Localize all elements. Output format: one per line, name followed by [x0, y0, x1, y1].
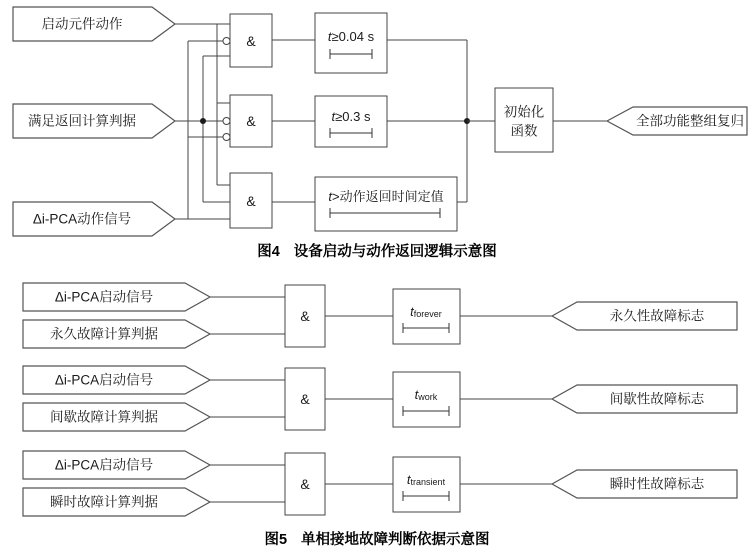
fig5-g1-and-symbol: & [300, 308, 310, 324]
figure5-diagram [23, 283, 737, 548]
invert-bubble-gate1 [223, 38, 230, 45]
invert-bubble-gate2-b [223, 134, 230, 141]
fig4-init-label-line1: 初始化 [503, 104, 545, 120]
fig4-input-label-2: 满足返回计算判据 [28, 113, 136, 129]
fig5-g2-and-symbol: & [300, 391, 310, 407]
fig5-g3-and-symbol: & [300, 476, 310, 492]
fig5-g1-timer-label: $t_{forever}$ [410, 303, 442, 319]
fig4-input-label-1: 启动元件动作 [41, 16, 123, 32]
fig4-and-symbol-2: & [246, 113, 256, 129]
fig4-timer-box-3 [315, 177, 457, 231]
fig4-init-box [495, 88, 553, 152]
junction-dot-return [200, 118, 206, 124]
fig4-output-label: 全部功能整组复归 [636, 113, 744, 129]
fig4-init-label-line2: 函数 [510, 123, 538, 139]
fig5-group-transient [23, 451, 737, 516]
fig4-and-symbol-1: & [246, 33, 256, 49]
fig4-timer-label-2: t≥0.3 s [331, 108, 371, 124]
fig4-timer-label-1: t≥0.04 s [327, 28, 375, 44]
invert-bubble-gate2-a [223, 118, 230, 125]
fig5-g3-input-label-1: Δi-PCA启动信号 [54, 457, 154, 473]
fig5-group-intermittent [23, 366, 737, 431]
fig5-g2-output-label: 间歇性故障标志 [609, 391, 705, 407]
fig5-g3-output-label: 瞬时性故障标志 [609, 476, 705, 492]
fig4-caption: 图4 设备启动与动作返回逻辑示意图 [257, 244, 497, 260]
fig5-g2-input-label-1: Δi-PCA启动信号 [54, 372, 154, 388]
fig5-g2-input-label-2: 间歇故障计算判据 [50, 409, 158, 425]
fig5-g3-timer-label: $t_{transient}$ [406, 471, 446, 487]
fig4-and-symbol-3: & [246, 193, 256, 209]
fig5-g2-timer-label: $t_{work}$ [414, 386, 438, 402]
figure4-diagram [13, 7, 747, 260]
fig4-timer-label-3: t>动作返回时间定值 [328, 188, 444, 204]
fig4-input-label-3: Δi-PCA动作信号 [32, 211, 132, 227]
fig5-caption: 图5 单相接地故障判断依据示意图 [264, 532, 490, 548]
fig5-g1-output-label: 永久性故障标志 [609, 308, 705, 324]
fig5-group-permanent [23, 283, 737, 348]
fig5-g1-input-label-1: Δi-PCA启动信号 [54, 289, 154, 305]
fig5-g1-input-label-2: 永久故障计算判据 [50, 326, 158, 342]
fig5-g3-input-label-2: 瞬时故障计算判据 [50, 494, 158, 510]
